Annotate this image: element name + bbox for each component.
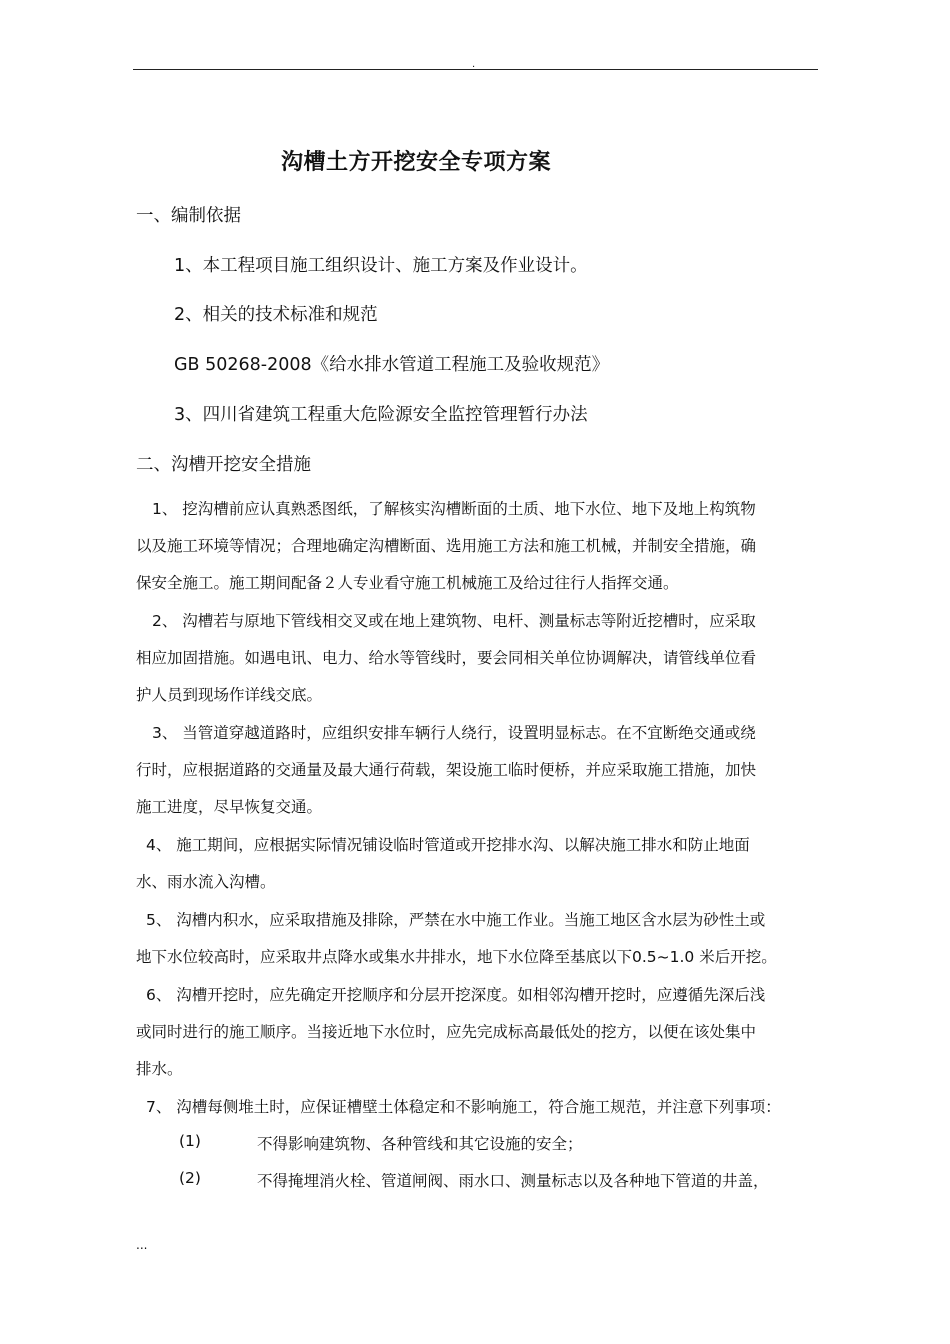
section1-item1: 1、本工程项目施工组织设计、施工方案及作业设计。 bbox=[174, 256, 588, 276]
p3-line1: 3、 当管道穿越道路时，应组织安排车辆行人绕行，设置明显标志。在不宜断绝交通或绕 bbox=[152, 724, 756, 742]
p6-line1: 6、 沟槽开挖时，应先确定开挖顺序和分层开挖深度。如相邻沟槽开挖时，应遵循先深后浅 bbox=[146, 986, 766, 1004]
p4-line2: 水、雨水流入沟槽。 bbox=[136, 873, 276, 891]
section1-item3: 3、四川省建筑工程重大危险源安全监控管理暂行办法 bbox=[174, 405, 588, 425]
p3-line3: 施工进度，尽早恢复交通。 bbox=[136, 798, 323, 816]
p3-line2: 行时，应根据道路的交通量及最大通行荷载，架设施工临时便桥，并应采取施工措施，加快 bbox=[136, 761, 757, 779]
p5-line1: 5、 沟槽内积水，应采取措施及排除，严禁在水中施工作业。当施工地区含水层为砂性土或 bbox=[146, 911, 766, 929]
p1-line3: 保安全施工。施工期间配备２人专业看守施工机械施工及给过往行人指挥交通。 bbox=[136, 574, 679, 592]
section1-item2: 2、相关的技术标准和规范 bbox=[174, 305, 378, 325]
p1-line1: 1、 挖沟槽前应认真熟悉图纸，了解核实沟槽断面的土质、地下水位、地下及地上构筑物 bbox=[152, 500, 756, 518]
sub-item-2-text: 不得掩埋消火栓、管道闸阀、雨水口、测量标志以及各种地下管道的井盖， bbox=[257, 1172, 769, 1190]
sub-item-1-text: 不得影响建筑物、各种管线和其它设施的安全； bbox=[257, 1135, 583, 1153]
p2-line3: 护人员到现场作详线交底。 bbox=[136, 686, 323, 704]
section1-heading: 一、编制依据 bbox=[136, 206, 241, 226]
p1-line2: 以及施工环境等情况；合理地确定沟槽断面、选用施工方法和施工机械，并制安全措施，确 bbox=[136, 537, 757, 555]
p6-line3: 排水。 bbox=[136, 1060, 183, 1078]
section1-standard: GB 50268-2008《给水排水管道工程施工及验收规范》 bbox=[174, 355, 610, 375]
p5-line2: 地下水位较高时，应采取井点降水或集水井排水，地下水位降至基底以下0.5~1.0 米后开挖。 bbox=[136, 948, 777, 966]
p7-line1: 7、 沟槽每侧堆土时，应保证槽壁土体稳定和不影响施工，符合施工规范，并注意下列事项： bbox=[146, 1098, 781, 1116]
header-mark: . bbox=[472, 59, 476, 70]
footer-mark: ... bbox=[136, 1238, 148, 1252]
p6-line2: 或同时进行的施工顺序。当接近地下水位时，应先完成标高最低处的挖方，以便在该处集中 bbox=[136, 1023, 757, 1041]
section2-heading: 二、沟槽开挖安全措施 bbox=[136, 455, 311, 475]
sub-item-2-number: (2) bbox=[179, 1169, 201, 1187]
p2-line1: 2、 沟槽若与原地下管线相交叉或在地上建筑物、电杆、测量标志等附近挖槽时，应采取 bbox=[152, 612, 756, 630]
sub-item-1-number: (1) bbox=[179, 1132, 201, 1150]
header-rule bbox=[133, 69, 818, 70]
p4-line1: 4、 施工期间，应根据实际情况铺设临时管道或开挖排水沟、以解决施工排水和防止地面 bbox=[146, 836, 750, 854]
p2-line2: 相应加固措施。如遇电讯、电力、给水等管线时，要会同相关单位协调解决，请管线单位看 bbox=[136, 649, 757, 667]
document-title: 沟槽土方开挖安全专项方案 bbox=[280, 150, 551, 175]
